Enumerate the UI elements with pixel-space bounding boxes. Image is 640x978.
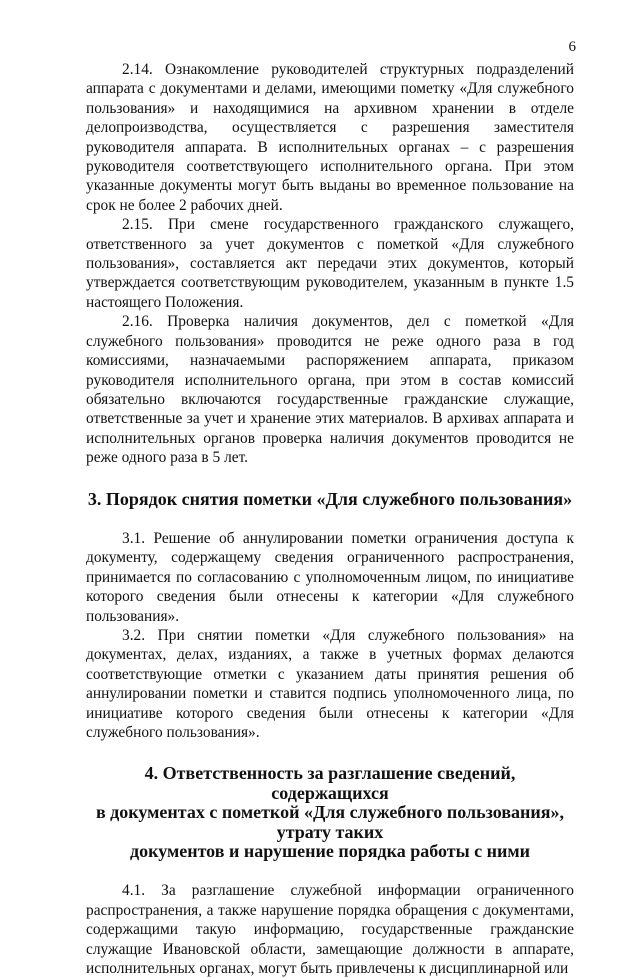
section-4-heading-line: документов и нарушение порядка работы с ними [129,841,531,862]
paragraph-2-15: 2.15. При смене государственного гражданского служащего, ответственного за учет документов с пометкой «Для служебного пользования», составляется акт передачи этих документов, который утверждается соответствующим руководителем, указанным в пункте 1.5 настоящего Положения. [86,216,574,311]
paragraph-3-1: 3.1. Решение об аннулировании пометки ограничения доступа к документу, содержащему сведения ограниченного распространения, принимается по согласованию с уполномоченным лицом, по инициативе которого сведения были отнесены к категории «Для служебного пользования». [86,529,574,625]
section-4-heading [86,764,574,861]
page-number: 6 [568,39,576,55]
section-4-heading-line: 4. Ответственность за разглашение сведений, содержащихся [144,763,516,803]
paragraph-4-1: 4.1. За разглашение служебной информации ограниченного распространения, а также нарушение порядка обращения с документами, содержащими такую информацию, государственные гражданские служащие Ивановской области, замещающие должности в аппарате, исполнительных органах, могут быть привлечены к дисциплинарной или [86,882,574,978]
paragraph-2-14: 2.14. Ознакомление руководителей структурных подразделений аппарата с документами и делами, имеющими пометку «Для служебного пользования» и находящимися на архивном хранении в отделе делопроизводства, осуществляется с разрешения заместителя руководителя аппарата. В исполнительных органах – с разрешения руководителя соответствующего исполнительного органа. При этом указанные документы могут быть выданы во временное пользование на срок не более 2 рабочих дней. [86,61,574,214]
paragraph-3-2: 3.2. При снятии пометки «Для служебного пользования» на документах, делах, изданиях, а также в учетных формах делаются соответствующие отметки с указанием даты принятия решения об аннулировании пометки и ставится подпись уполномоченного лица, по инициативе которого сведения были отнесены к категории «Для служебного пользования». [86,626,574,741]
section-3-heading: 3. Порядок снятия пометки «Для служебного пользования» [87,488,573,509]
document-body [86,60,574,978]
paragraph-2-16: 2.16. Проверка наличия документов, дел с пометкой «Для служебного пользования» проводится не реже одного раза в год комиссиями, назначаемыми распоряжением аппарата, приказом руководителя исполнительного органа, при этом в состав комиссий обязательно включаются государственные гражданские служащие, ответственные за учет и хранение этих материалов. В архивах аппарата и исполнительных органов проверка наличия документов проводится не реже одного раза в 5 лет. [86,313,574,467]
section-4-heading-line: в документах с пометкой «Для служебного пользования», утрату таких [95,802,565,842]
